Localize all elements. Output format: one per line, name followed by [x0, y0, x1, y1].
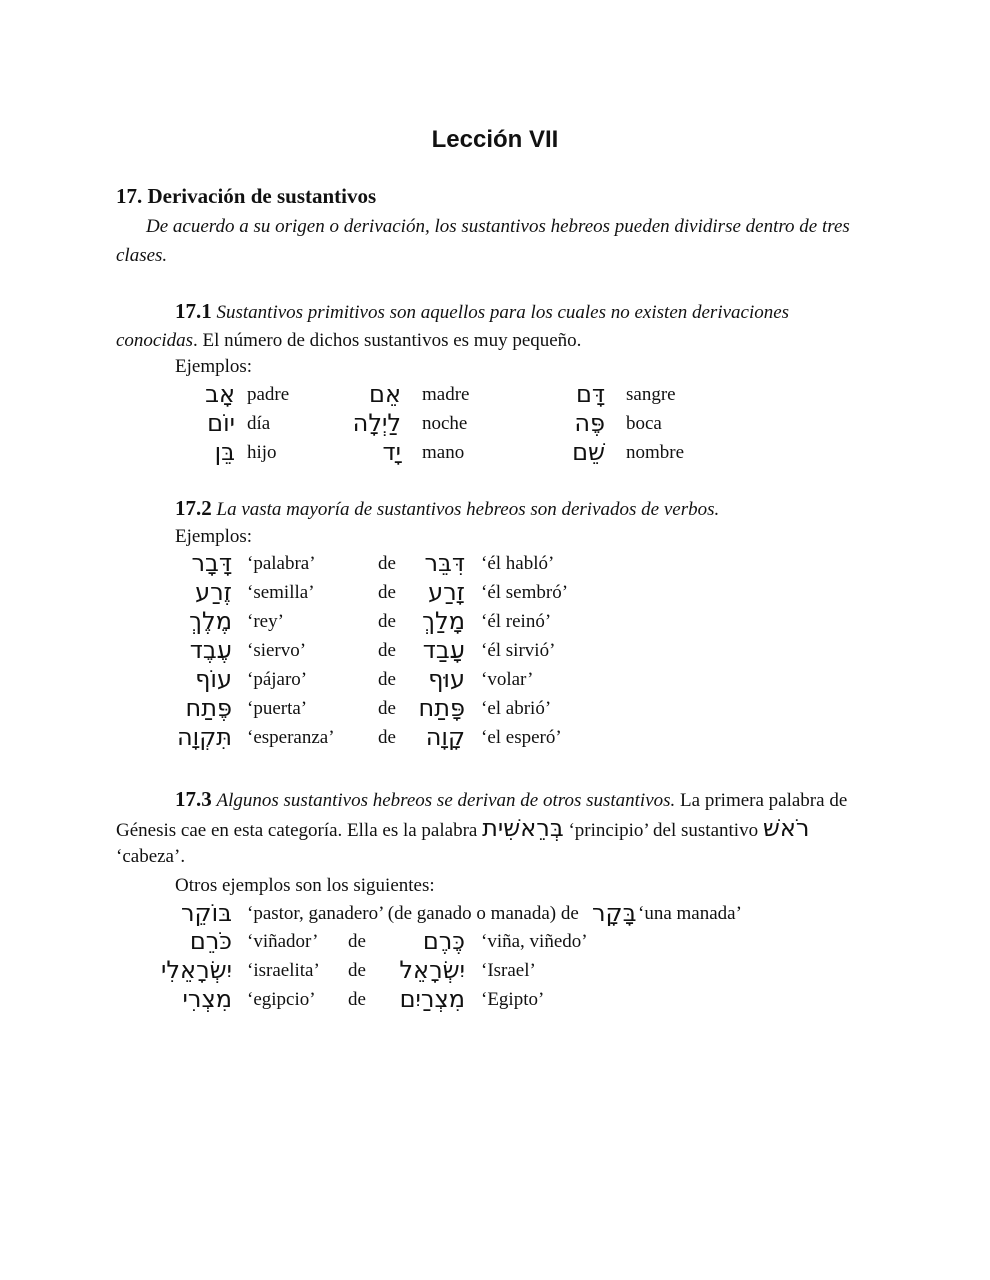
s2-noun: פֶּתַח: [185, 694, 232, 722]
s2-noun: מֶלֶךְ: [189, 607, 232, 635]
s2-de: de: [378, 669, 396, 690]
s2-heading-line: [175, 494, 719, 524]
s2-verb-gloss: ‘él sirvió’: [481, 640, 556, 661]
s2-number: 17.2: [175, 496, 212, 520]
s3-number: 17.3: [175, 787, 212, 811]
s3-source: כֶּרֶם: [422, 927, 465, 955]
s2-verb: מָלַךְ: [422, 607, 465, 635]
s1-gloss: boca: [626, 413, 662, 434]
s2-noun: עוֹף: [195, 665, 232, 693]
s3-source: מִצְרַיִם: [399, 985, 465, 1013]
s2-verb-gloss: ‘volar’: [481, 669, 534, 690]
s3-first-row: [0, 899, 990, 929]
intro-text: De acuerdo a su origen o derivación, los sustantivos hebreos pueden dividirse dentro de tres clases.: [116, 216, 850, 266]
s1-gloss: madre: [422, 384, 470, 405]
s2-noun: זֶרַע: [195, 578, 232, 606]
s1-heading-line: [175, 297, 789, 327]
s2-verb-gloss: ‘él reinó’: [481, 611, 552, 632]
s2-noun: דָּבָר: [191, 549, 232, 577]
s2-noun-gloss: ‘semilla’: [247, 582, 315, 603]
s3-line2-a: Génesis cae en esta categoría. Ella es la palabra: [116, 820, 478, 841]
s2-de: de: [378, 640, 396, 661]
s2-italic: La vasta mayoría de sustantivos hebreos son derivados de verbos.: [216, 499, 720, 520]
section-intro: [116, 212, 876, 270]
s3-first-gloss: ‘una manada’: [638, 903, 742, 924]
section-title: 17. Derivación de sustantivos: [116, 184, 377, 208]
s3-first-text: ‘pastor, ganadero’ (de ganado o manada) de: [247, 903, 579, 924]
s3-noun-gloss: ‘israelita’: [247, 960, 320, 981]
s2-noun-gloss: ‘esperanza’: [247, 727, 335, 748]
s2-de: de: [378, 553, 396, 574]
s3-source: יִשְׂרָאֵל: [399, 956, 465, 984]
s1-italic-a: Sustantivos primitivos son aquellos para los cuales no existen derivaciones: [216, 302, 790, 323]
s3-noun-gloss: ‘viñador’: [247, 931, 319, 952]
s3-source-gloss: ‘Egipto’: [481, 989, 545, 1010]
s1-hebrew-word: אָב: [205, 380, 235, 408]
s2-noun-gloss: ‘rey’: [247, 611, 284, 632]
lesson-title: Lección VII: [431, 126, 559, 153]
s3-heb-root: רֹאשׁ: [762, 814, 810, 842]
s2-verb-gloss: ‘el esperó’: [481, 727, 562, 748]
s1-gloss: nombre: [626, 442, 685, 463]
s2-de: de: [378, 698, 396, 719]
s2-noun-gloss: ‘palabra’: [247, 553, 316, 574]
s2-verb: עָבַד: [422, 636, 465, 664]
s3-heading-line: [175, 785, 847, 815]
s2-verb-gloss: ‘él habló’: [481, 553, 555, 574]
s1-examples-label: Ejemplos:: [175, 356, 253, 377]
s2-verb: פָּתַח: [418, 694, 465, 722]
s1-hebrew-word: אֵם: [369, 380, 401, 408]
s3-heb-word: בְּרֵאשִׁית: [482, 814, 564, 842]
s2-noun-gloss: ‘pájaro’: [247, 669, 308, 690]
s3-line3: ‘cabeza’.: [116, 846, 186, 867]
s3-noun: מִצְרִי: [182, 985, 232, 1013]
s2-de: de: [378, 727, 396, 748]
s1-gloss: padre: [247, 384, 290, 405]
s3-noun: כֹּרֵם: [189, 927, 232, 955]
s2-noun: עֶבֶד: [189, 636, 232, 664]
s2-noun: תִּקְוָה: [176, 723, 232, 751]
s3-others-label: Otros ejemplos son los siguientes:: [175, 875, 435, 896]
s3-de: de: [348, 960, 366, 981]
s1-italic-b: conocidas: [116, 330, 194, 351]
s2-verb: זָרַע: [428, 578, 465, 606]
s1-gloss: sangre: [626, 384, 676, 405]
s2-verb: קָוָה: [425, 723, 465, 751]
s2-de: de: [378, 611, 396, 632]
s1-gloss: día: [247, 413, 271, 434]
s3-noun-gloss: ‘egipcio’: [247, 989, 316, 1010]
s1-hebrew-word: יוֹם: [207, 409, 235, 437]
s1-hebrew-word: שֵׁם: [572, 438, 605, 466]
s2-verb-gloss: ‘él sembró’: [481, 582, 569, 603]
s2-noun-gloss: ‘puerta’: [247, 698, 308, 719]
s1-number: 17.1: [175, 299, 212, 323]
s1-line2: [116, 326, 581, 355]
s3-line2: [116, 814, 809, 845]
s1-rest: . El número de dichos sustantivos es muy pequeño.: [193, 330, 582, 351]
s3-de: de: [348, 989, 366, 1010]
s3-source-gloss: ‘viña, viñedo’: [481, 931, 588, 952]
s1-gloss: noche: [422, 413, 468, 434]
s2-de: de: [378, 582, 396, 603]
s3-first-noun: בּוֹקֵר: [181, 899, 232, 927]
s1-hebrew-word: פֶּה: [574, 409, 605, 437]
s3-noun: יִשְׂרָאֵלִי: [161, 956, 232, 984]
s1-hebrew-word: דָּם: [575, 380, 605, 408]
s2-verb: עוּף: [428, 665, 465, 693]
s3-de: de: [348, 931, 366, 952]
s2-verb-gloss: ‘el abrió’: [481, 698, 552, 719]
s1-gloss: hijo: [247, 442, 277, 463]
s3-source-gloss: ‘Israel’: [481, 960, 536, 981]
s3-line1-rest: La primera palabra de: [675, 790, 848, 811]
s3-first-heb: בָּקָר: [592, 899, 637, 927]
s1-hebrew-word: בֵּן: [214, 438, 235, 466]
s3-line2-b: ‘principio’ del sustantivo: [568, 820, 759, 841]
s1-hebrew-word: לַיְלָה: [352, 409, 401, 437]
s2-examples-label: Ejemplos:: [175, 526, 253, 547]
s2-noun-gloss: ‘siervo’: [247, 640, 307, 661]
s1-hebrew-word: יָד: [382, 438, 401, 466]
s1-gloss: mano: [422, 442, 465, 463]
s2-verb: דִּבֵּר: [424, 549, 465, 577]
s3-italic: Algunos sustantivos hebreos se derivan de otros sustantivos.: [216, 790, 676, 811]
